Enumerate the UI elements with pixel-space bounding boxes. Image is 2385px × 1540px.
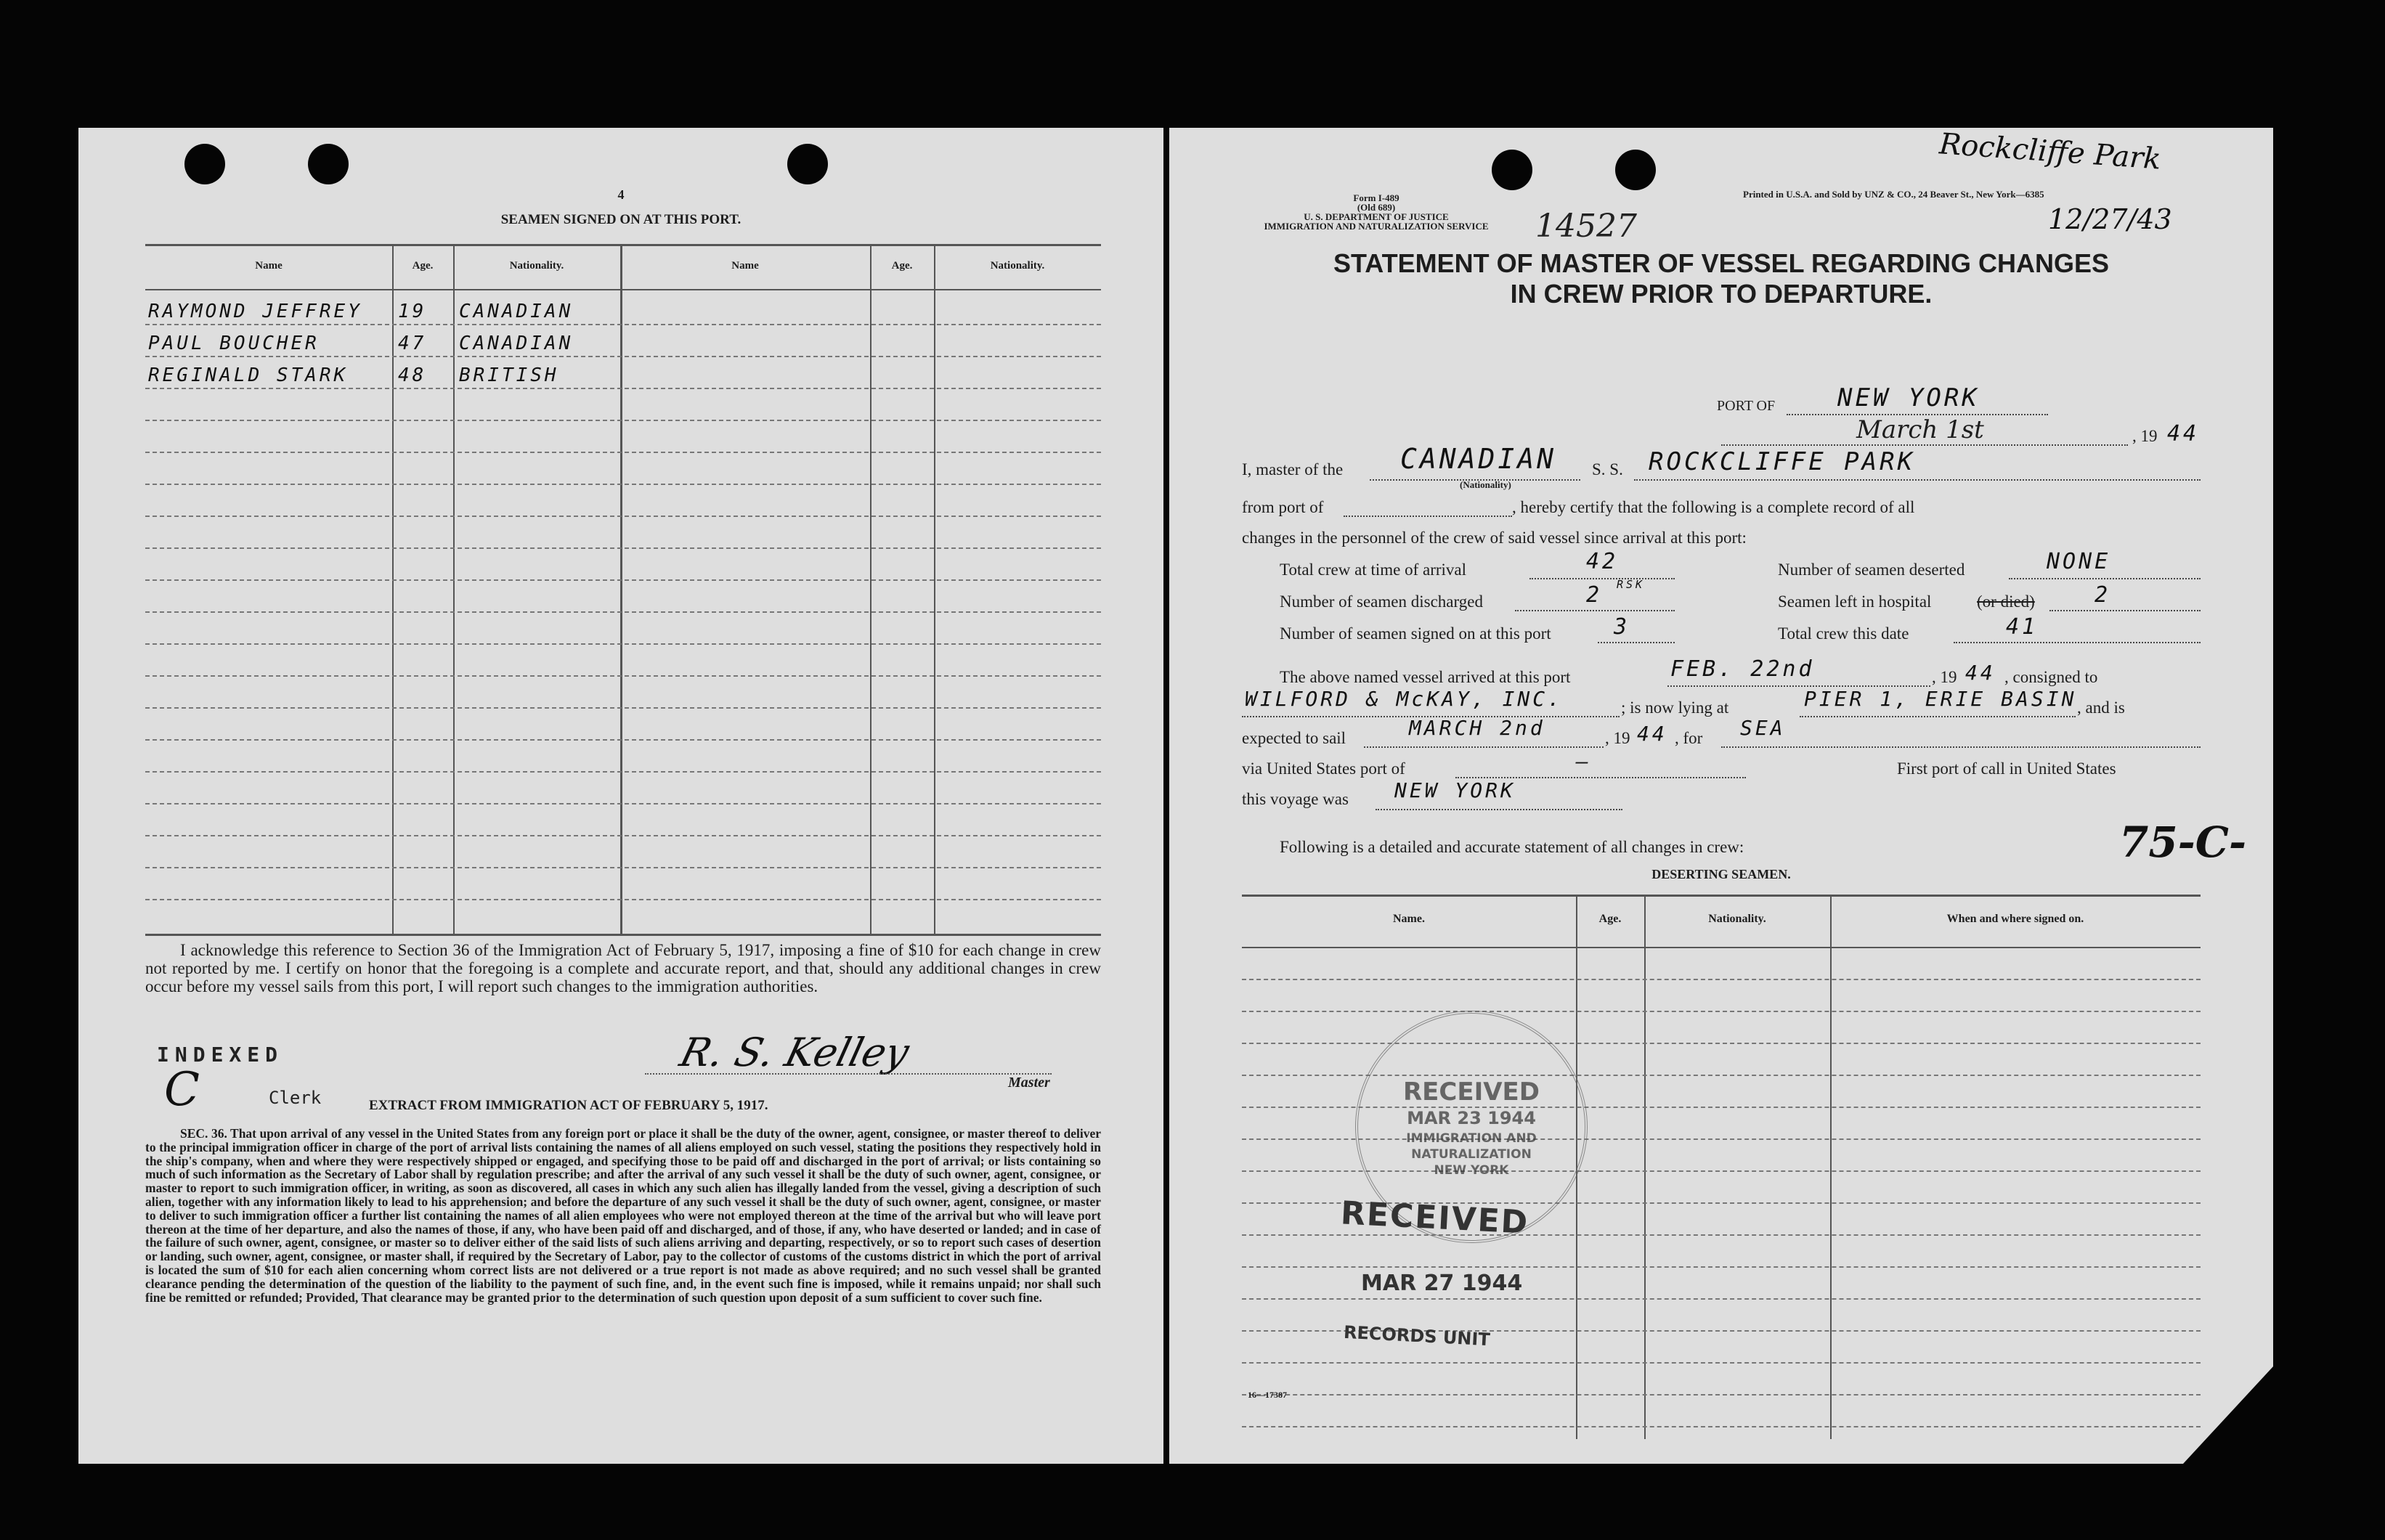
port-value: NEW YORK [1837,383,1980,412]
master-of-label: I, master of the [1242,460,1344,478]
discharged-value: 2 [1586,582,1603,608]
vessel-value: ROCKCLIFFE PARK [1649,447,1916,476]
round-stamp-received: RECEIVED [1403,1077,1540,1107]
row-line [145,803,1101,804]
total-arrival-label: Total crew at time of arrival [1280,561,1467,579]
row-line [1242,1266,2201,1268]
indexed-stamp: INDEXED [157,1043,284,1067]
round-stamp-service2: NATURALIZATION [1411,1147,1532,1162]
voyage-value: NEW YORK [1394,778,1516,802]
sail-year-value: 44 [1637,722,1667,746]
hospital-label: Seamen left in hospital [1778,592,1932,611]
via-fill [1455,758,1746,778]
form-no: Form I-489 [1353,192,1399,203]
certify-text: , hereby certify that the following is a complete record of all [1512,498,1915,516]
seaman-age: 48 [398,364,427,386]
consignee-value: WILFORD & McKAY, INC. [1245,687,1564,711]
seaman-age: 47 [398,333,427,354]
desert-header-signed-on: When and where signed on. [1946,913,2084,925]
signed-on-value: 3 [1614,614,1630,640]
punch-hole [184,144,225,184]
total-date-value: 41 [2006,614,2039,640]
form-footer: 16—17387 [1248,1390,1287,1400]
row-line [145,771,1101,773]
master-signature: R. S. Kelley [675,1030,914,1075]
changes-text: changes in the personnel of the crew of said vessel since arrival at this port: [1242,529,1747,547]
row-line [145,835,1101,836]
desert-col-divider [1644,895,1646,1439]
signed-on-fill [1598,623,1675,643]
hospital-struck: (or died) [1977,592,2035,611]
following-text: Following is a detailed and accurate statement of all changes in crew: [1280,838,1744,856]
received-date-stamp: MAR 27 1944 [1361,1271,1523,1296]
table-header-rule [145,289,1101,290]
right-page [1169,128,2273,1464]
row-line [1242,1298,2201,1300]
desert-header-name: Name. [1393,913,1425,925]
seaman-nationality: BRITISH [459,364,559,386]
round-stamp-city: NEW YORK [1434,1163,1509,1178]
col-header-nationality: Nationality. [509,260,564,272]
acknowledgement-text: I acknowledge this reference to Section 36 of the Immigration Act of February 5, 1917, imposing a fine of $10 for each change in crew not reported by me. I certify on honor that the foregoing is a complete and accurate report, and that, should any additional changes in crew occur before my vessel sails from this port, I will report such changes to the immigration authorities. [145,941,1101,995]
deserted-label: Number of seamen deserted [1778,561,1965,579]
table-top-rule [145,244,1101,246]
signed-on-label: Number of seamen signed on at this port [1280,624,1551,643]
from-port-label: from port of [1242,498,1324,516]
col-header-age: Age. [891,260,913,272]
signature-line [645,1073,1052,1075]
consigned-label: , consigned to [2004,668,2098,686]
seaman-nationality: CANADIAN [459,333,574,354]
printer-line: Printed in U.S.A. and Sold by UNZ & CO., 24 Beaver St., New York—6385 [1743,189,2044,200]
col-header-name: Name [255,260,283,272]
column-divider [620,244,622,934]
punch-hole [787,144,828,184]
row-line [145,675,1101,677]
via-value: — [1576,749,1591,773]
port-label: PORT OF [1717,398,1776,414]
row-line [1242,979,2201,980]
row-line [145,516,1101,517]
clerk-label: Clerk [269,1088,322,1108]
row-line [145,707,1101,709]
punch-hole [308,144,349,184]
column-divider [934,244,935,934]
date-value: March 1st [1856,415,1984,444]
deserted-value: NONE [2047,549,2111,574]
punch-hole [1492,150,1532,190]
lying-value: PIER 1, ERIE BASIN [1804,687,2077,711]
desert-col-divider [1830,895,1832,1439]
first-port-label: First port of call in United States [1897,759,2116,778]
total-date-label: Total crew this date [1778,624,1909,643]
desert-header-nationality: Nationality. [1708,913,1766,925]
row-line [145,388,1101,389]
row-line [1242,1426,2201,1427]
arrived-year-value: 44 [1965,661,1996,685]
left-page [78,128,1163,1464]
ss-label: S. S. [1592,460,1623,478]
form-title-line1: STATEMENT OF MASTER OF VESSEL REGARDING CHANGES [1333,248,2110,278]
row-line [145,867,1101,868]
discharged-label: Number of seamen discharged [1280,592,1483,611]
round-stamp-service1: IMMIGRATION AND [1406,1131,1537,1146]
file-number: 14527 [1535,208,1637,245]
clerk-initials: C [164,1063,200,1117]
row-line [145,739,1101,741]
section-title: SEAMEN SIGNED ON AT THIS PORT. [500,212,741,227]
row-line [1242,1234,2201,1236]
punch-hole [1615,150,1656,190]
row-line [145,579,1101,581]
lying-label: ; is now lying at [1621,698,1729,717]
column-divider [453,244,455,934]
seaman-name: PAUL BOUCHER [148,333,320,354]
round-stamp-date: MAR 23 1944 [1407,1108,1536,1128]
total-arrival-value: 42 [1586,549,1619,574]
handwritten-fee: 75-C- [2119,818,2247,867]
destination-fill [1721,728,2201,748]
department: U. S. DEPARTMENT OF JUSTICE [1304,211,1449,222]
deserting-title: DESERTING SEAMEN. [1651,867,1791,881]
torn-corner [2183,1366,2273,1464]
expected-label: expected to sail [1242,729,1346,747]
row-line [145,356,1101,357]
arrived-year-prefix: , 19 [1932,668,1957,686]
voyage-label: this voyage was [1242,790,1349,808]
nationality-value: CANADIAN [1400,443,1557,475]
service: IMMIGRATION AND NATURALIZATION SERVICE [1264,221,1489,232]
hospital-fill [2049,591,2201,611]
seaman-name: REGINALD STARK [148,364,349,386]
and-is-text: , and is [2077,698,2125,717]
from-port-fill [1344,497,1512,517]
row-line [145,547,1101,549]
row-line [1242,1362,2201,1364]
row-line [145,899,1101,900]
desert-header-age: Age. [1598,913,1622,925]
statute-text: SEC. 36. That upon arrival of any vessel in the United States from any foreign port or place it shall be the duty of the owner, agent, consignee, or master thereof to deliver to the principal immigration officer in charge of the port of arrival lists containing the names of all aliens employed on such vessel, stating the positions they respectively hold in the ship's company, when and where they were respectively shipped or engaged, and specifying those to be paid off and discharged in the port of arrival; or lists containing so much of such information as the Secretary of Labor shall by regulation prescribe; and after the arrival of any such vessel it shall be the duty of such owner, agent, consignee, or master to report to such immigration officer, in writing, as soon as discovered, all cases in which any such alien has illegally landed from the vessel, giving a description of such alien, together with any information likely to lead to his apprehension; and before the departure of any such vessel it shall be the duty of such owner, agent, consignee, or master to deliver to such immigration officer a further list containing the names of all alien employees who were not employed thereon at the time of the arrival but who will leave port thereon at the time of her departure, and also the names of those, if any, who have been paid off and discharged, and of those, if any, who have deserted or landed; and in case of the failure of such owner, agent, consignee, or master so to deliver either of the said lists of such aliens arriving and departing, respectively, or so to report such cases of desertion or landing, such owner, agent, consignee, or master shall, if required by the Secretary of Labor, pay to the collector of customs of the customs district in which the port of arrival is located the sum of $10 for each alien concerning whom correct lists are not delivered or a true report is not made as above required; and no such vessel shall be granted clearance pending the determination of the question of the liability to the payment of such fine, and, in the event such fine is imposed, while it remains unpaid; nor shall such fine be remitted or refunded; Provided, That clearance may be granted prior to the determination of such question upon deposit of a sum sufficient to cover such fine. [145,1126,1101,1305]
year-value: 44 [2167,421,2200,447]
for-label: , for [1675,729,1703,747]
row-line [1242,1394,2201,1396]
row-line [145,452,1101,453]
received-stamp: RECEIVED [1339,1194,1530,1242]
row-line [145,611,1101,613]
seaman-nationality: CANADIAN [459,301,574,322]
records-unit-stamp: RECORDS UNIT [1343,1321,1491,1350]
page-number: 4 [617,187,625,202]
form-number [1227,193,1525,231]
extract-title: EXTRACT FROM IMMIGRATION ACT OF FEBRUARY 5, 1917. [369,1098,768,1113]
row-line [145,420,1101,421]
via-label: via United States port of [1242,759,1405,778]
column-divider [392,244,394,934]
row-line [1242,1043,2201,1044]
destination-value: SEA [1740,716,1786,740]
hospital-value: 2 [2095,582,2111,608]
seaman-name: RAYMOND JEFFREY [148,301,362,322]
sail-value: MARCH 2nd [1409,716,1545,740]
row-line [145,643,1101,645]
table-bottom-rule [145,934,1101,936]
row-line [1242,1011,2201,1012]
desert-table-top [1242,895,2201,897]
seaman-age: 19 [398,301,427,322]
master-label: Master [1008,1075,1050,1091]
arrived-label: The above named vessel arrived at this port [1280,668,1571,686]
year-prefix: , 19 [2132,427,2158,445]
column-divider [870,244,871,934]
col-header-name: Name [731,260,759,272]
col-header-age: Age. [412,260,434,272]
row-line [145,484,1101,485]
handwritten-date: 12/27/43 [2048,203,2172,235]
sail-year-prefix: , 19 [1605,729,1630,747]
row-line [145,324,1101,325]
form-title-line2: IN CREW PRIOR TO DEPARTURE. [1510,279,1933,309]
col-header-nationality: Nationality. [990,260,1045,272]
form-old: (Old 689) [1357,202,1396,213]
discharged-note: RSK [1617,578,1646,591]
total-date-fill [1954,623,2201,643]
desert-table-header-rule [1242,947,2201,948]
handwritten-vessel: Rockcliffe Park [1938,127,2163,176]
nationality-caption: (Nationality) [1460,479,1511,490]
arrived-value: FEB. 22nd [1670,656,1815,682]
